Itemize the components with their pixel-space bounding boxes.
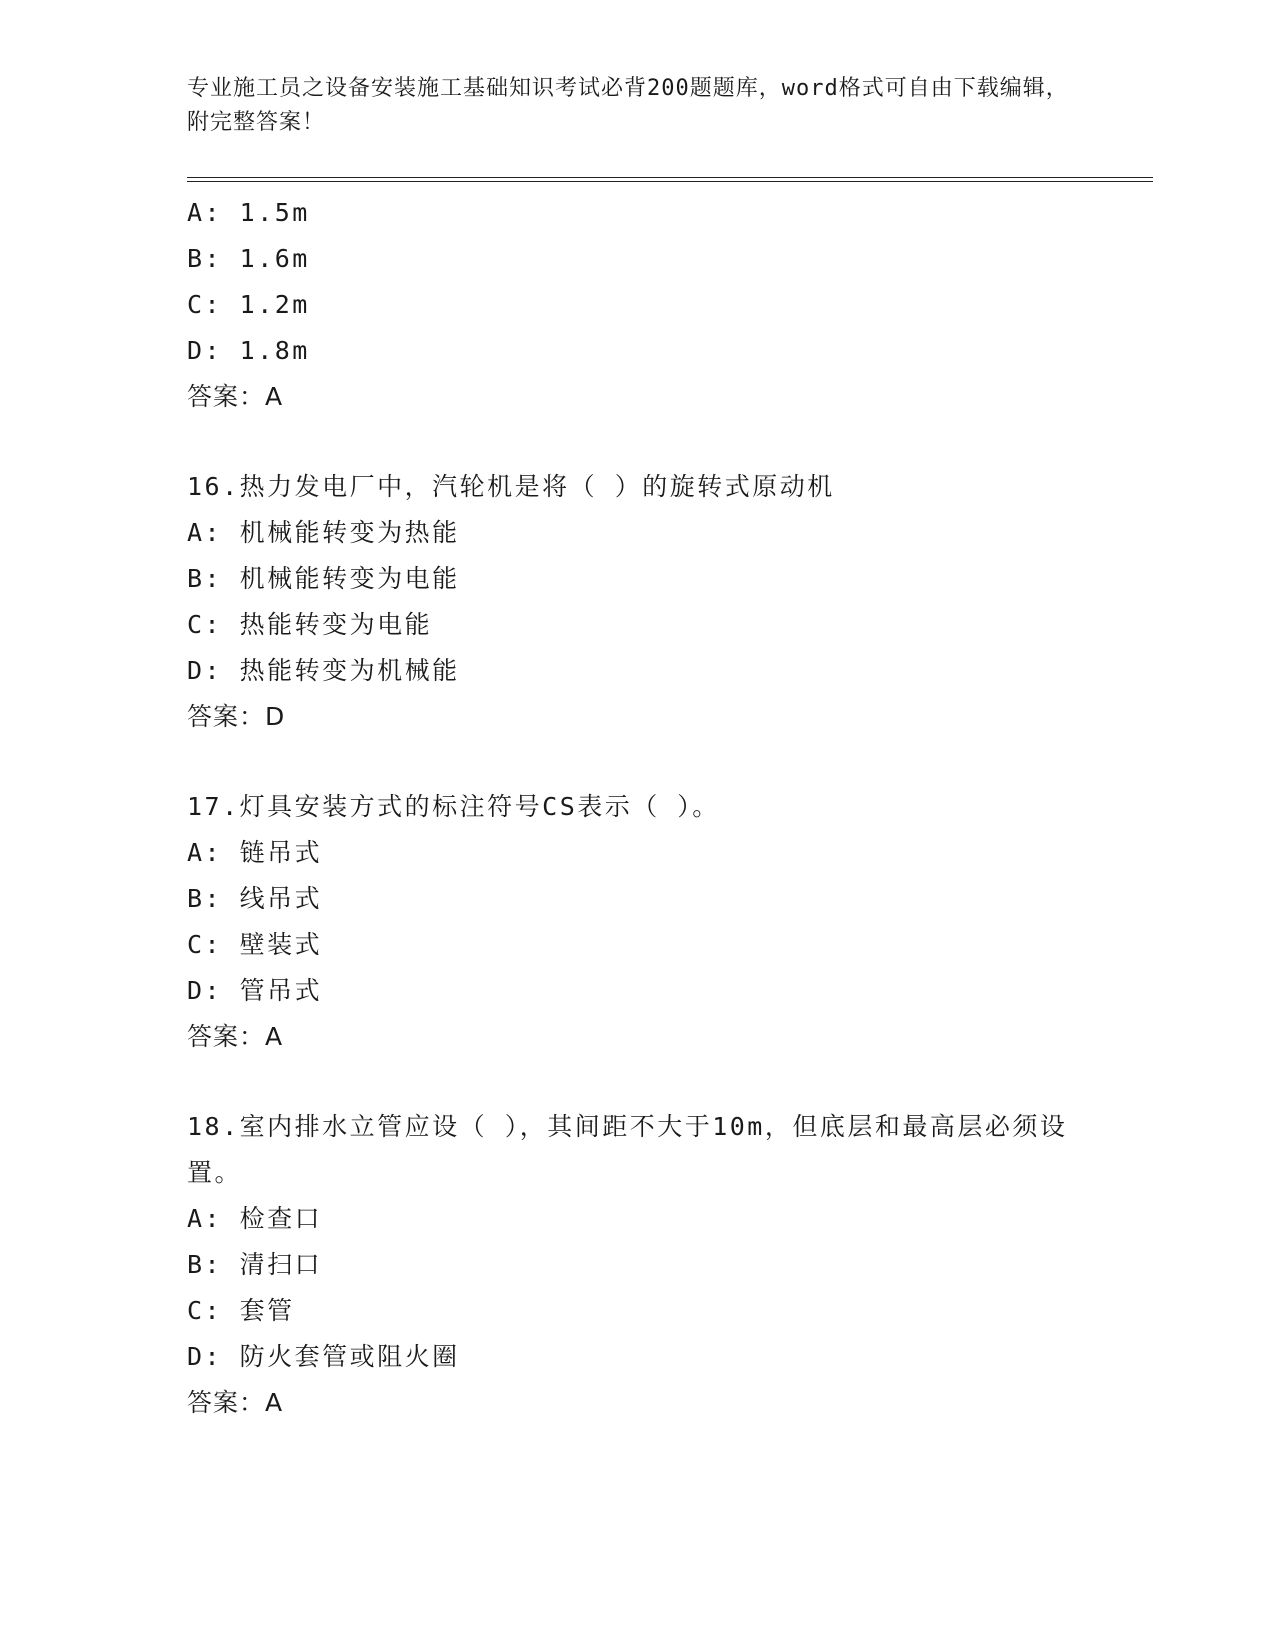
question-text: 18.室内排水立管应设（ ），其间距不大于10m，但底层和最高层必须设置。	[187, 1112, 1068, 1187]
question-17	[187, 784, 1087, 1060]
option-a: A: 检查口	[187, 1204, 323, 1233]
option-b: B: 线吊式	[187, 884, 323, 913]
option-c: C: 1.2m	[187, 290, 310, 319]
option-d: D: 热能转变为机械能	[187, 656, 460, 685]
option-b: B: 机械能转变为电能	[187, 564, 460, 593]
option-c: C: 壁装式	[187, 930, 323, 959]
option-c: C: 热能转变为电能	[187, 610, 433, 639]
header-divider-bottom	[187, 181, 1153, 182]
option-d: D: 管吊式	[187, 976, 323, 1005]
answer-label: 答案：A	[187, 1022, 284, 1051]
document-header: 专业施工员之设备安装施工基础知识考试必背200题题库，word格式可自由下载编辑，附完整答案！	[187, 76, 1069, 135]
option-a: A: 1.5m	[187, 198, 310, 227]
option-a: A: 链吊式	[187, 838, 323, 867]
option-d: D: 防火套管或阻火圈	[187, 1342, 460, 1371]
option-b: B: 1.6m	[187, 244, 310, 273]
answer-label: 答案：A	[187, 1388, 284, 1417]
question-15	[187, 190, 1087, 420]
answer-label: 答案：D	[187, 702, 286, 731]
option-b: B: 清扫口	[187, 1250, 323, 1279]
header-divider-top	[187, 177, 1153, 178]
option-a: A: 机械能转变为热能	[187, 518, 460, 547]
option-d: D: 1.8m	[187, 336, 310, 365]
question-list	[187, 190, 1087, 1426]
question-16	[187, 464, 1087, 740]
question-text: 17.灯具安装方式的标注符号CS表示（ ）。	[187, 792, 720, 821]
answer-label: 答案：A	[187, 382, 284, 411]
question-18	[187, 1104, 1087, 1426]
option-c: C: 套管	[187, 1296, 295, 1325]
question-text: 16.热力发电厂中，汽轮机是将（ ）的旋转式原动机	[187, 472, 835, 501]
